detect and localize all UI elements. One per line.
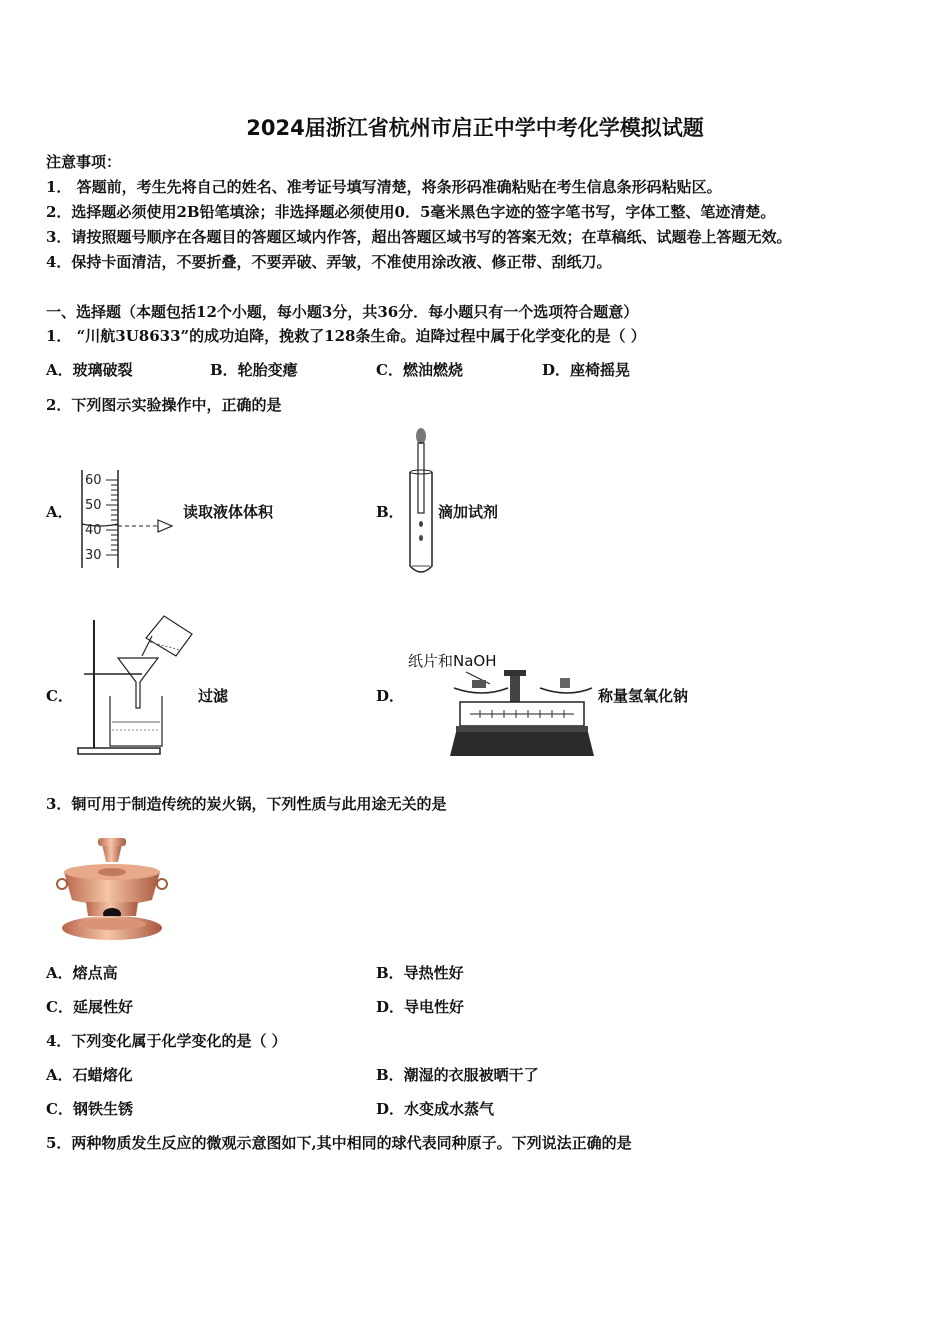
q1-option-b: B．轮胎变瘪: [210, 361, 298, 379]
q4-option-d: D．水变成水蒸气: [376, 1100, 495, 1118]
q2-stem: 2．下列图示实验操作中，正确的是: [46, 396, 282, 414]
q3-option-a: A．熔点高: [46, 964, 118, 982]
copper-hotpot-image: [52, 834, 172, 946]
q1-option-a: A．玻璃破裂: [46, 361, 133, 379]
q3-option-b: B．导热性好: [376, 964, 464, 982]
q2-b-text: 滴加试剂: [438, 503, 499, 521]
graduated-cylinder-figure: [70, 466, 190, 574]
q1-option-c: C．燃油燃烧: [376, 361, 463, 379]
q3-option-c: C．延展性好: [46, 998, 133, 1016]
cylinder-tick-40: 40: [85, 523, 102, 538]
q2-b-letter: B．: [376, 503, 404, 521]
filtration-figure: [76, 612, 196, 758]
q2-d-text: 称量氢氧化钠: [598, 687, 689, 705]
q2-c-text: 过滤: [198, 687, 229, 705]
q1-stem: 1． “川航3U8633”的成功迫降，挽救了128条生命。迫降过程中属于化学变化的是（ ）: [46, 327, 646, 345]
notes-heading: 注意事项：: [46, 153, 122, 171]
page-title: 2024届浙江省杭州市启正中学中考化学模拟试题: [246, 116, 704, 140]
q4-stem: 4．下列变化属于化学变化的是（ ）: [46, 1032, 287, 1050]
q2-d-letter: D．: [376, 687, 405, 705]
cylinder-tick-60: 60: [85, 473, 102, 488]
q5-stem: 5．两种物质发生反应的微观示意图如下,其中相同的球代表同种原子。下列说法正确的是: [46, 1134, 632, 1152]
q3-option-d: D．导电性好: [376, 998, 465, 1016]
q4-option-c: C．钢铁生锈: [46, 1100, 133, 1118]
q3-stem: 3．铜可用于制造传统的炭火锅，下列性质与此用途无关的是: [46, 795, 447, 813]
balance-figure: [446, 668, 596, 760]
note-item-3: 3．请按照题号顺序在各题目的答题区域内作答，超出答题区域书写的答案无效；在草稿纸、试题卷上答题无效。: [46, 228, 792, 246]
section-heading: 一、选择题（本题包括12个小题，每小题3分，共36分．每小题只有一个选项符合题意）: [46, 303, 639, 321]
cylinder-tick-50: 50: [85, 498, 102, 513]
note-item-4: 4．保持卡面清洁，不要折叠，不要弄破、弄皱，不准使用涂改液、修正带、刮纸刀。: [46, 253, 612, 271]
balance-label: 纸片和NaOH: [408, 652, 497, 670]
q1-option-d: D．座椅摇晃: [542, 361, 631, 379]
q4-option-a: A．石蜡熔化: [46, 1066, 133, 1084]
note-item-2: 2．选择题必须使用2B铅笔填涂；非选择题必须使用0．5毫米黑色字迹的签字笔书写，字体工整、笔迹清楚。: [46, 203, 776, 221]
q2-c-letter: C．: [46, 687, 73, 705]
q2-a-letter: A．: [46, 503, 73, 521]
q2-a-text: 读取液体体积: [183, 503, 274, 521]
q4-option-b: B．潮湿的衣服被晒干了: [376, 1066, 539, 1084]
note-item-1: 1． 答题前，考生先将自己的姓名、准考证号填写清楚，将条形码准确粘贴在考生信息条形码粘贴区。: [46, 178, 722, 196]
cylinder-tick-30: 30: [85, 548, 102, 563]
